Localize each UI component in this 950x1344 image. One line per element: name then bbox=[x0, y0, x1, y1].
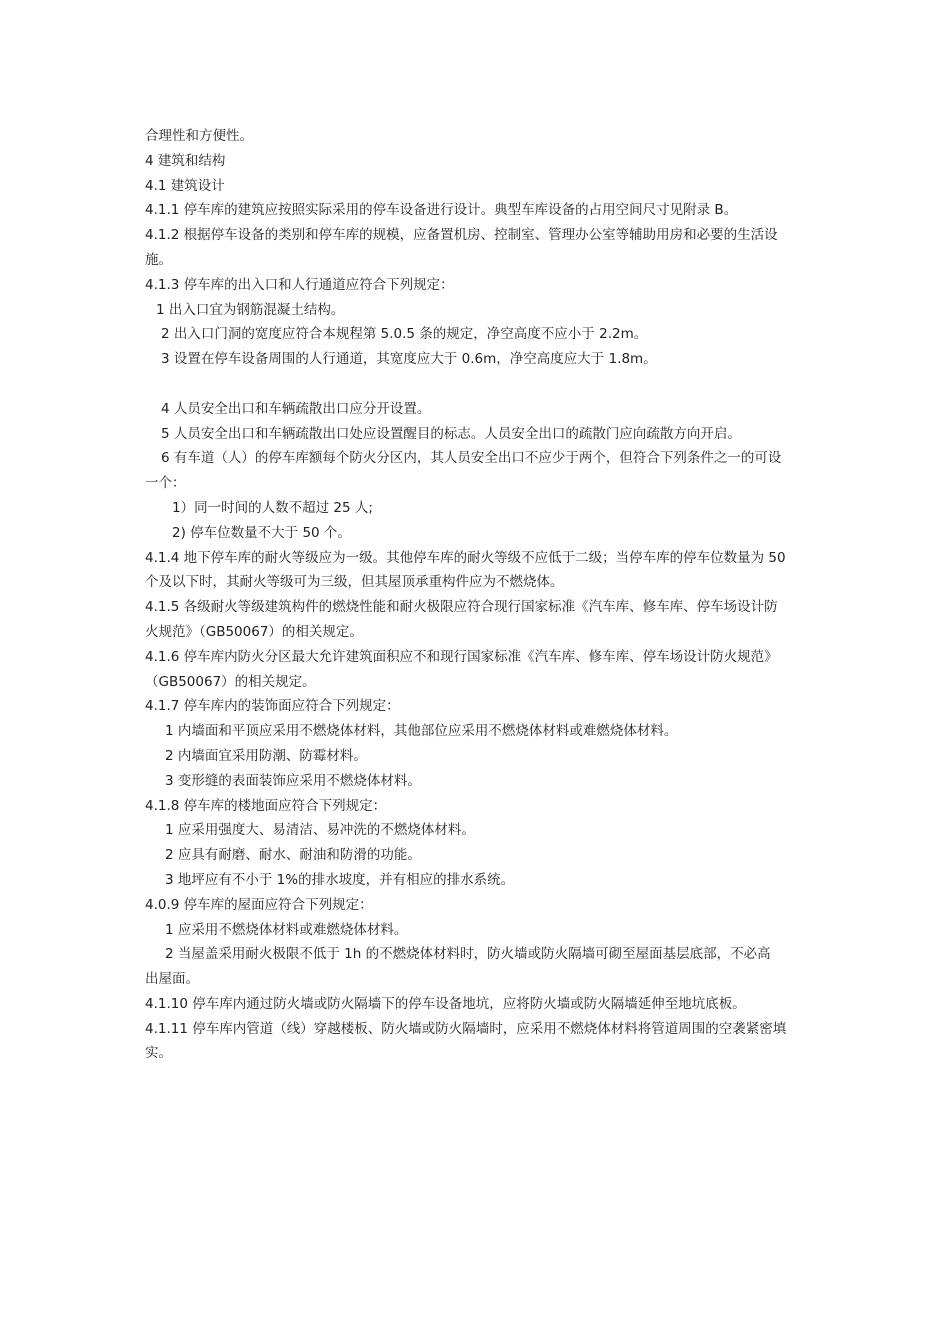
clause-4-1-11-cont: 实。 bbox=[145, 1045, 172, 1062]
sub-item-line: 2) 停车位数量不大于 50 个。 bbox=[172, 524, 351, 541]
item-line: 2 内墙面宜采用防潮、防霉材料。 bbox=[165, 747, 367, 764]
item-line: 2 当屋盖采用耐火极限不低于 1h 的不燃烧体材料时，防火墙或防火隔墙可砌至屋面基层底部，不必高 bbox=[165, 946, 771, 963]
clause-4-1-4: 4.1.4 地下停车库的耐火等级应为一级。其他停车库的耐火等级不应低于二级；当停车库的停车位数量为 50 bbox=[145, 549, 786, 566]
item-line: 3 设置在停车设备周围的人行通道，其宽度应大于 0.6m，净空高度应大于 1.8m。 bbox=[161, 351, 657, 368]
subsection-heading: 4.1 建筑设计 bbox=[145, 177, 225, 194]
blank-gap bbox=[145, 372, 815, 397]
clause-4-1-8: 4.1.8 停车库的楼地面应符合下列规定： bbox=[145, 797, 387, 814]
item-line: 3 变形缝的表面装饰应采用不燃烧体材料。 bbox=[165, 772, 421, 789]
clause-4-1-11: 4.1.11 停车库内管道（线）穿越楼板、防火墙或防火隔墙时，应采用不燃烧体材料将管道周围的空袭紧密填 bbox=[145, 1020, 787, 1037]
item-line: 3 地坪应有不小于 1%的排水坡度，并有相应的排水系统。 bbox=[165, 871, 515, 888]
item-line: 1 应采用强度大、易清洁、易冲洗的不燃烧体材料。 bbox=[165, 822, 475, 839]
document-body bbox=[145, 124, 815, 1066]
sub-item-line: 1）同一时间的人数不超过 25 人; bbox=[172, 499, 373, 516]
clause-4-1-10: 4.1.10 停车库内通过防火墙或防火隔墙下的停车设备地坑，应将防火墙或防火隔墙延伸至地坑底板。 bbox=[145, 995, 746, 1012]
item-line: 1 应采用不燃烧体材料或难燃烧体材料。 bbox=[165, 921, 408, 938]
text-line: 合理性和方便性。 bbox=[145, 128, 253, 144]
item-line: 6 有车道（人）的停车库额每个防火分区内，其人员安全出口不应少于两个，但符合下列条件之一的可设 bbox=[161, 450, 782, 467]
section-heading: 4 建筑和结构 bbox=[145, 152, 226, 169]
item-line-cont: 出屋面。 bbox=[145, 971, 199, 988]
clause-4-1-5: 4.1.5 各级耐火等级建筑构件的燃烧性能和耐火极限应符合现行国家标准《汽车库、修车库、停车场设计防 bbox=[145, 599, 778, 616]
item-line-cont: 一个： bbox=[145, 475, 186, 492]
clause-4-1-6-cont: （GB50067）的相关规定。 bbox=[145, 673, 316, 690]
clause-4-1-3: 4.1.3 停车库的出入口和人行通道应符合下列规定： bbox=[145, 276, 454, 293]
item-line: 4 人员安全出口和车辆疏散出口应分开设置。 bbox=[161, 400, 431, 417]
item-line: 2 应具有耐磨、耐水、耐油和防滑的功能。 bbox=[165, 847, 421, 864]
clause-4-1-2: 4.1.2 根据停车设备的类别和停车库的规模，应备置机房、控制室、管理办公室等辅助用房和必要的生活设 bbox=[145, 227, 778, 244]
item-line: 1 出入口宜为钢筋混凝土结构。 bbox=[156, 301, 345, 318]
clause-4-1-7: 4.1.7 停车库内的装饰面应符合下列规定： bbox=[145, 698, 400, 715]
clause-4-1-2-cont: 施。 bbox=[145, 251, 172, 268]
clause-4-1-5-cont: 火规范》（GB50067）的相关规定。 bbox=[145, 623, 363, 640]
item-line: 2 出入口门洞的宽度应符合本规程第 5.0.5 条的规定，净空高度不应小于 2.2m。 bbox=[161, 326, 648, 343]
item-line: 5 人员安全出口和车辆疏散出口处应设置醒目的标志。人员安全出口的疏散门应向疏散方向开启。 bbox=[161, 425, 741, 442]
clause-4-1-1: 4.1.1 停车库的建筑应按照实际采用的停车设备进行设计。典型车库设备的占用空间尺寸见附录 B。 bbox=[145, 202, 738, 219]
clause-4-1-4-cont: 个及以下时，其耐火等级可为三级，但其屋顶承重构件应为不燃烧体。 bbox=[145, 574, 564, 591]
clause-4-0-9: 4.0.9 停车库的屋面应符合下列规定： bbox=[145, 896, 373, 913]
clause-4-1-6: 4.1.6 停车库内防火分区最大允许建筑面积应不和现行国家标准《汽车库、修车库、停车场设计防火规范》 bbox=[145, 648, 778, 665]
item-line: 1 内墙面和平顶应采用不燃烧体材料，其他部位应采用不燃烧体材料或难燃烧体材料。 bbox=[165, 723, 678, 740]
